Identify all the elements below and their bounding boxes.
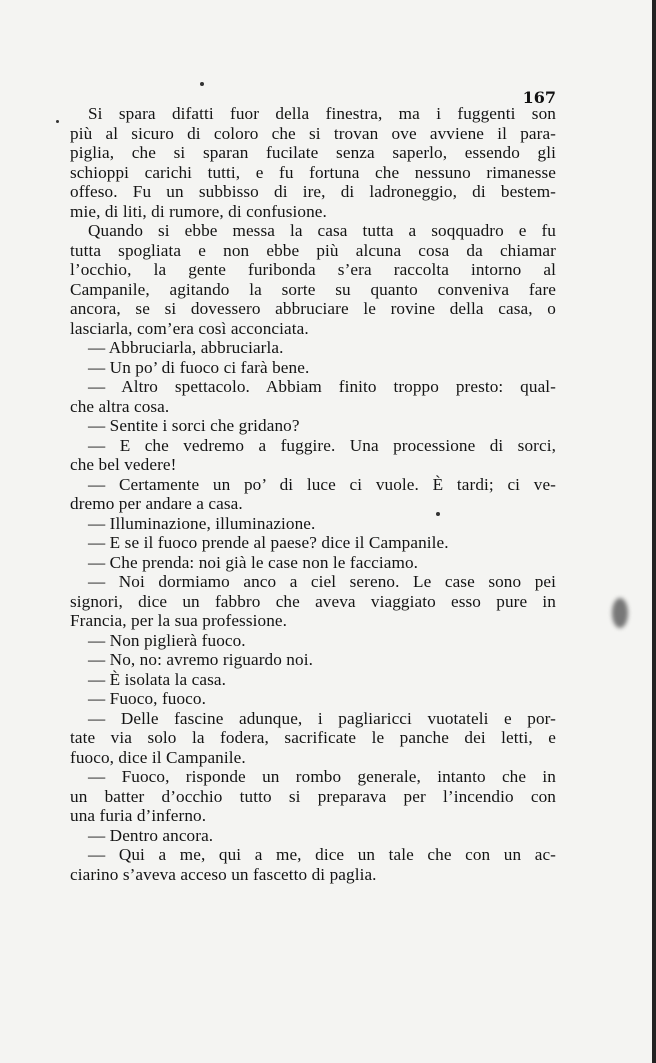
text-line: — E se il fuoco prende al paese? dice il Campanile. (88, 533, 449, 552)
text-line: — Un po’ di fuoco ci farà bene. (88, 357, 310, 377)
text-line: schioppi carichi tutti, e fu fortuna che nessuno rimanesse (70, 162, 556, 182)
text-line: dremo per andare a casa. (70, 494, 243, 513)
text-line: ciarino s’aveva acceso un fascetto di paglia. (70, 864, 377, 884)
text-line: più al sicuro di coloro che si trovan ove avviene il para- (70, 123, 556, 143)
text-line: tutta spogliata e non ebbe più alcuna cosa da chiamar (70, 240, 556, 260)
text-line: — Fuoco, risponde un rombo generale, intanto che in (88, 767, 556, 786)
text-line: — Qui a me, qui a me, dice un tale che con un ac- (88, 845, 556, 864)
text-line: ancora, se si dovessero abbruciare le rovine della casa, o (70, 299, 556, 318)
page-edge (652, 0, 656, 1063)
page-number: 167 (522, 88, 556, 107)
text-line: — Che prenda: noi già le case non le facciamo. (88, 552, 419, 572)
text-line: — Illuminazione, illuminazione. (88, 513, 316, 533)
text-line: mie, di liti, di rumore, di confusione. (70, 201, 327, 221)
text-line: una furia d’inferno. (70, 806, 207, 825)
text-line: Francia, per la sua professione. (70, 611, 288, 630)
text-line: che altra cosa. (70, 396, 170, 416)
text-line: Campanile, agitando la sorte su quanto conveniva fare (70, 279, 556, 299)
text-line: — Altro spettacolo. Abbiam finito troppo presto: qual- (88, 377, 556, 396)
text-line: signori, dice un fabbro che aveva viaggiato esso pure in (70, 591, 556, 611)
text-line: — E che vedremo a fuggire. Una processione di sorci, (88, 435, 556, 455)
text-line: — Certamente un po’ di luce ci vuole. È tardi; ci ve- (88, 474, 556, 494)
text-line: — Delle fascine adunque, i pagliaricci vuotateli e por- (88, 708, 556, 728)
text-line: che bel vedere! (70, 455, 177, 474)
print-speck (56, 120, 59, 123)
text-line: tate via solo la fodera, sacrificate le panche dei letti, e (70, 728, 556, 747)
text-line: offeso. Fu un subbisso di ire, di ladroneggio, di bestem- (70, 182, 556, 201)
text-line: — Abbruciarla, abbruciarla. (88, 338, 284, 357)
text-line: — Dentro ancora. (88, 825, 214, 845)
text-line: Quando si ebbe messa la casa tutta a soqquadro e fu (88, 221, 556, 240)
text-line: — No, no: avremo riguardo noi. (88, 650, 313, 669)
text-line: fuoco, dice il Campanile. (70, 747, 246, 767)
text-line: — Sentite i sorci che gridano? (88, 416, 300, 435)
text-line: — Non piglierà fuoco. (88, 630, 246, 650)
text-line: Si spara difatti fuor della finestra, ma i fuggenti son (88, 104, 556, 123)
print-speck (436, 512, 440, 516)
print-speck (200, 82, 204, 86)
text-line: — Noi dormiamo anco a ciel sereno. Le case sono pei (88, 572, 556, 591)
ink-smudge (612, 598, 628, 628)
text-line: lasciarla, com’era così acconciata. (70, 318, 309, 338)
text-line: piglia, che si sparan fucilate senza saperlo, essendo gli (70, 143, 556, 162)
text-line: — Fuoco, fuoco. (88, 689, 206, 708)
body-text (70, 104, 556, 884)
text-line: l’occhio, la gente furibonda s’era raccolta intorno al (70, 260, 556, 279)
text-line: — È isolata la casa. (88, 669, 227, 689)
text-line: un batter d’occhio tutto si preparava per l’incendio con (70, 786, 556, 806)
